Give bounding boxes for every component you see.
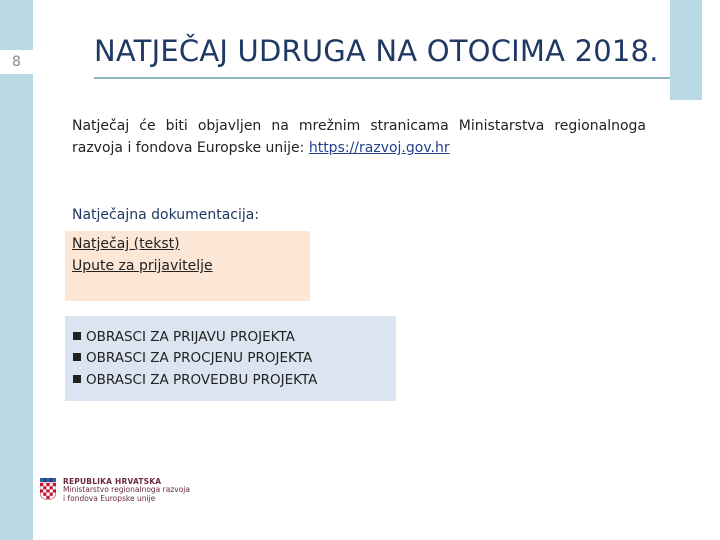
square-bullet-icon bbox=[73, 332, 81, 340]
croatian-coat-of-arms-icon bbox=[40, 478, 56, 500]
intro-paragraph bbox=[72, 115, 646, 159]
square-bullet-icon bbox=[73, 353, 81, 361]
form-item-provedba[interactable]: OBRASCI ZA PROVEDBU PROJEKTA bbox=[73, 372, 317, 388]
left-accent-bar bbox=[0, 0, 33, 540]
documentation-heading: Natječajna dokumentacija: bbox=[72, 207, 260, 223]
doc-link-natjecaj[interactable]: Natječaj (tekst) bbox=[72, 236, 180, 252]
form-item-procjena[interactable]: OBRASCI ZA PROCJENU PROJEKTA bbox=[73, 350, 312, 366]
doc-link-upute[interactable]: Upute za prijavitelje bbox=[72, 258, 213, 274]
website-link[interactable]: https://razvoj.gov.hr bbox=[308, 140, 450, 156]
right-accent-bar bbox=[670, 0, 702, 100]
intro-text: Natječaj će biti objavljen na mrežnim stranicama Ministarstva regionalnoga razvoja i fondova Europske unije: bbox=[72, 118, 646, 156]
form-item-prijava[interactable]: OBRASCI ZA PRIJAVU PROJEKTA bbox=[73, 329, 295, 345]
ministry-logo bbox=[40, 478, 190, 508]
slide-number: 8 bbox=[0, 50, 33, 74]
slide-title: NATJEČAJ UDRUGA NA OTOCIMA 2018. bbox=[94, 34, 659, 68]
logo-text: REPUBLIKA HRVATSKA Ministarstvo regionalnoga razvoja i fondova Europske unije bbox=[63, 477, 190, 503]
title-underline bbox=[94, 77, 670, 79]
square-bullet-icon bbox=[73, 375, 81, 383]
